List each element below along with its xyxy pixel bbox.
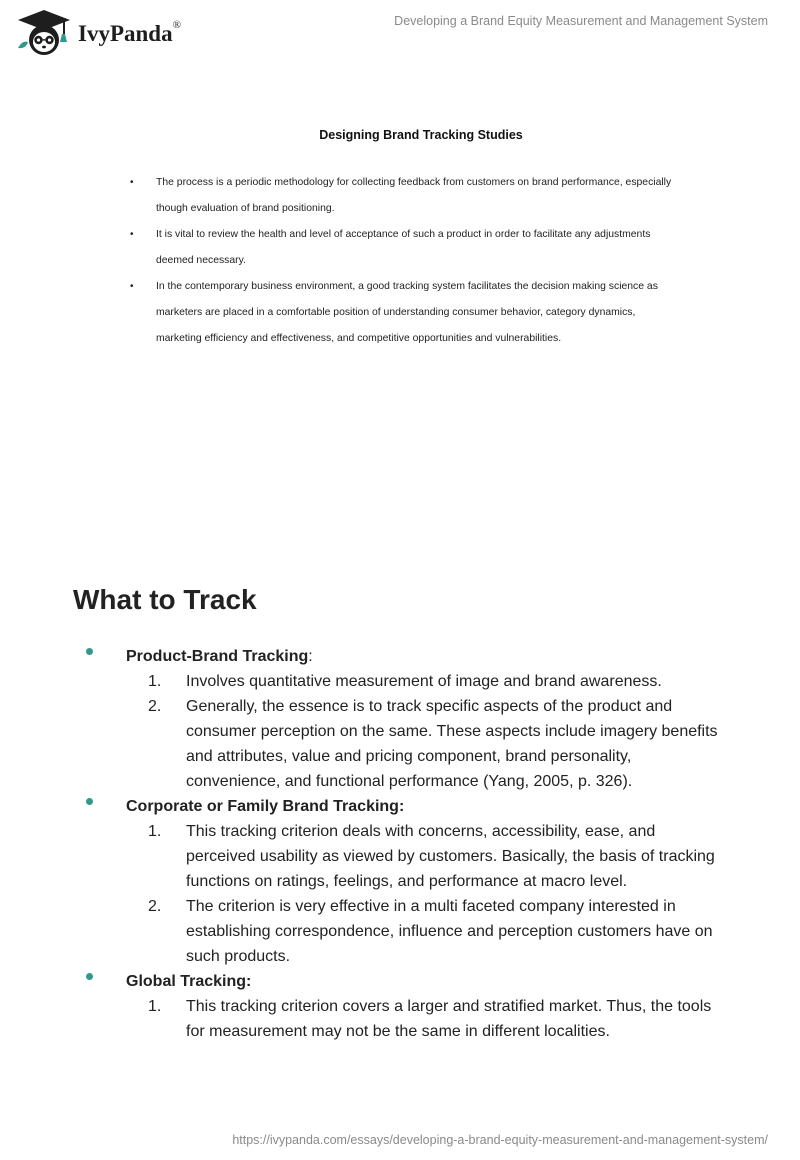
bullet-icon: • (130, 177, 134, 188)
slide-bullet-line: The process is a periodic methodology for collecting feedback from customers on brand performance, especially (156, 177, 672, 188)
bullet-icon (86, 798, 93, 805)
sub-item-text: This tracking criterion deals with concerns, accessibility, ease, and perceived usability as viewed by customers. Basically, the basis of tracking functions on ratings, feelings, and performance at macro level. (186, 823, 715, 890)
slide-bullet-line: In the contemporary business environment, a good tracking system facilitates the decision making science as (156, 281, 658, 292)
list-item-label: Global Tracking: (126, 973, 252, 990)
sub-list-item (126, 669, 726, 694)
list-item-suffix: : (308, 648, 313, 665)
sub-list-item (126, 994, 726, 1044)
slide-bullet-line: It is vital to review the health and level of acceptance of such a product in order to facilitate any adjustments (156, 229, 651, 240)
ivypanda-logo[interactable] (14, 8, 181, 58)
list-item (0, 644, 800, 794)
sub-list (126, 994, 800, 1044)
document-title: Developing a Brand Equity Measurement and Management System (394, 14, 768, 28)
sub-list (126, 669, 800, 794)
sub-item-text: Generally, the essence is to track specific aspects of the product and consumer perception on the same. These aspects include imagery benefits and attributes, value and pricing component, brand personality, convenience, and functional performance (Yang, 2005, p. 326). (186, 698, 718, 790)
sub-list-item (126, 819, 726, 894)
bullet-icon (86, 648, 93, 655)
slide-bullet-list (120, 170, 710, 352)
sub-item-number: 2. (148, 698, 162, 715)
logo-wordmark: IvyPanda® (78, 19, 181, 46)
slide-bullet-line: though evaluation of brand positioning. (156, 203, 335, 214)
sub-item-number: 1. (148, 673, 162, 690)
sub-item-number: 1. (148, 998, 162, 1015)
list-item (0, 969, 800, 1044)
source-url-link[interactable]: https://ivypanda.com/essays/developing-a-brand-equity-measurement-and-management-system/ (232, 1133, 768, 1147)
bullet-icon: • (130, 281, 134, 292)
sub-list-item (126, 694, 726, 794)
slide-bullet-line: marketing efficiency and effectiveness, and competitive opportunities and vulnerabilities. (156, 333, 562, 344)
list-item-label: Product-Brand Tracking (126, 648, 309, 665)
bullet-icon: • (130, 229, 134, 240)
slide-bullet-line: deemed necessary. (156, 255, 246, 266)
sub-item-number: 1. (148, 823, 162, 840)
sub-item-number: 2. (148, 898, 162, 915)
sub-item-text: This tracking criterion covers a larger and stratified market. Thus, the tools for measurement may not be the same in different localities. (186, 998, 712, 1040)
bullet-icon (86, 973, 93, 980)
sub-list (126, 819, 800, 969)
slide-bullet (120, 274, 710, 352)
slide-title: Designing Brand Tracking Studies (319, 128, 523, 142)
section-heading: What to Track (73, 584, 257, 615)
panda-graduate-icon (14, 8, 74, 58)
sub-item-text: Involves quantitative measurement of image and brand awareness. (186, 673, 662, 690)
list-item-label: Corporate or Family Brand Tracking: (126, 798, 405, 815)
slide-bullet (120, 170, 710, 222)
slide-bullet (120, 222, 710, 274)
tracking-list (0, 644, 800, 1044)
slide-bullet-line: marketers are placed in a comfortable position of understanding consumer behavior, category dynamics, (156, 307, 636, 318)
sub-list-item (126, 894, 726, 969)
sub-item-text: The criterion is very effective in a multi faceted company interested in establishing correspondence, influence and perception customers have on such products. (186, 898, 713, 965)
slide-figure (120, 128, 710, 352)
list-item (0, 794, 800, 969)
